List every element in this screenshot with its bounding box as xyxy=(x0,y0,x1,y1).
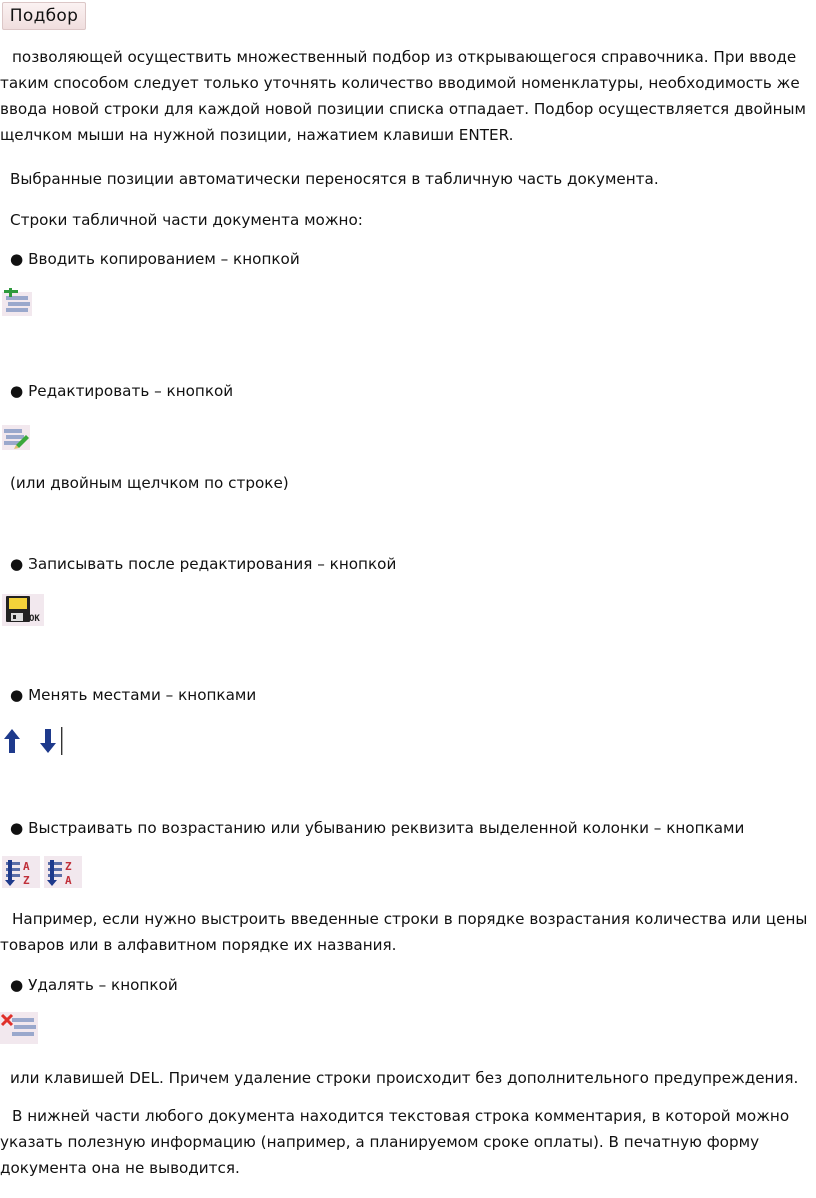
delete-row-icon[interactable] xyxy=(0,1012,38,1044)
sort-desc-top-letter: Z xyxy=(65,860,72,873)
swap-item: ● Менять местами – кнопками xyxy=(10,686,257,704)
arrow-up-icon[interactable] xyxy=(2,727,22,755)
edit-item: ● Редактировать – кнопкой xyxy=(10,382,234,400)
example-paragraph: Например, если нужно выстроить введенные строки в порядке возрастания количества или цены товаров или в алфавитном порядке их названия. xyxy=(0,910,808,954)
edit-alt-text: (или двойным щелчком по строке) xyxy=(10,474,289,492)
save-ok-icon[interactable] xyxy=(2,594,44,626)
delete-item: ● Удалять – кнопкой xyxy=(10,976,178,994)
sort-asc-top-letter: A xyxy=(23,860,30,873)
save-item: ● Записывать после редактирования – кнопкой xyxy=(10,555,397,573)
sort-ascending-icon[interactable] xyxy=(2,856,40,888)
podbor-button[interactable]: Подбор xyxy=(2,2,86,30)
intro-paragraph: позволяющей осуществить множественный подбор из открывающегося справочника. При вводе таким способом следует только уточнять количество вводимой номенклатуры, необходимость же ввода новой строки для каждой новой позиции списка отпадает. Подбор осуществляется двойным щелчком мыши на нужной позиции, нажатием клавиши ENTER. xyxy=(0,48,806,144)
sort-desc-bottom-letter: A xyxy=(65,874,72,887)
rows-can-paragraph: Строки табличной части документа можно: xyxy=(10,211,363,229)
sort-asc-bottom-letter: Z xyxy=(23,874,30,887)
copy-item: ● Вводить копированием – кнопкой xyxy=(10,250,300,268)
comment-paragraph: В нижней части любого документа находится текстовая строка комментария, в которой можно указать полезную информацию (например, а планируемом сроке оплаты). В печатную форму документа она не выводится. xyxy=(0,1107,790,1177)
delete-alt-text: или клавишей DEL. Причем удаление строки происходит без дополнительного предупреждения. xyxy=(10,1069,799,1087)
save-ok-label: OK xyxy=(29,614,40,624)
edit-row-icon[interactable] xyxy=(0,422,32,452)
arrow-down-icon[interactable] xyxy=(38,727,64,755)
copy-row-icon[interactable] xyxy=(0,288,34,318)
sort-descending-icon[interactable] xyxy=(44,856,82,888)
sort-item: ● Выстраивать по возрастанию или убыванию реквизита выделенной колонки – кнопками xyxy=(10,819,745,837)
transfer-paragraph: Выбранные позиции автоматически переносятся в табличную часть документа. xyxy=(10,170,659,188)
